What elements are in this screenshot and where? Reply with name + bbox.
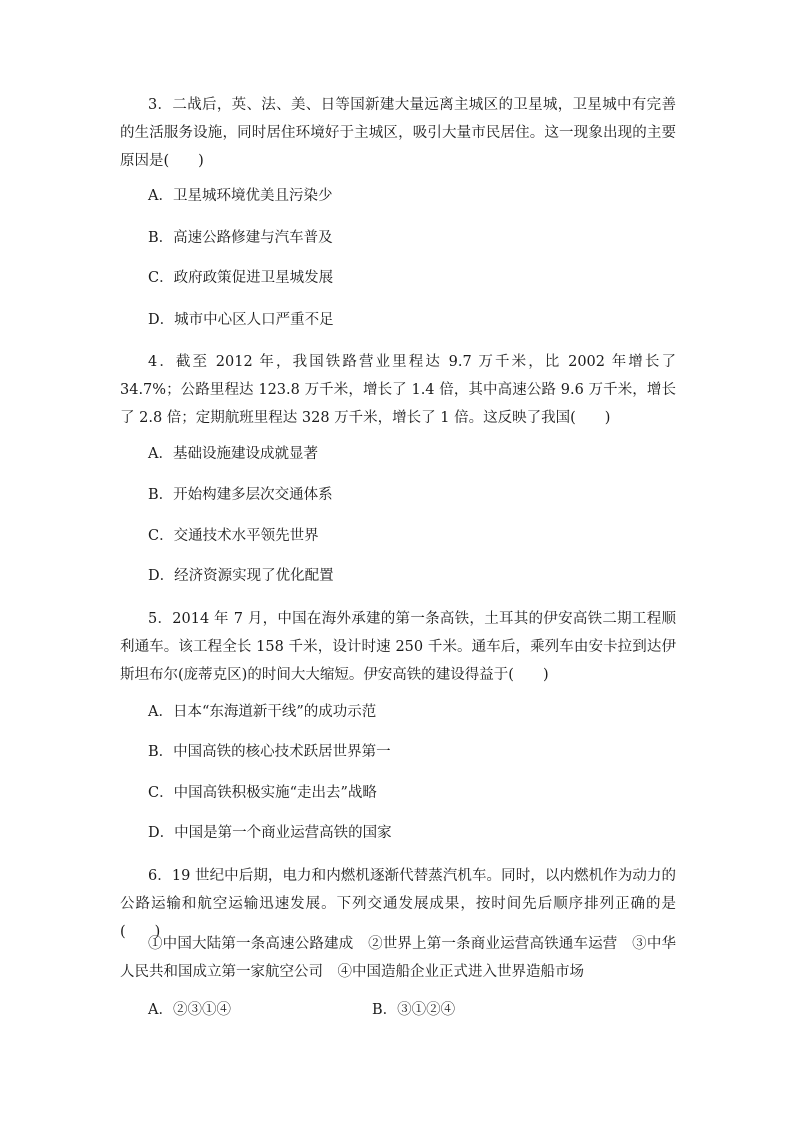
question-5-option-b: B．中国高铁的核心技术跃居世界第一 xyxy=(148,744,391,760)
question-5-text: 5．2014 年 7 月，中国在海外承建的第一条高铁，土耳其的伊安高铁二期工程顺利通车。该工程全长 158 千米，设计时速 250 千米。通车后，乘列车由安卡拉到达伊斯坦布尔(庞蒂克区)的时间大大缩短。伊安高铁的建设得益于( ) xyxy=(120,611,676,683)
question-4-option-a: A．基础设施建设成就显著 xyxy=(148,446,318,462)
question-3-option-c: C．政府政策促进卫星城发展 xyxy=(148,270,334,286)
question-5-stem xyxy=(120,605,676,689)
question-4-text: 4．截至 2012 年，我国铁路营业里程达 9.7 万千米，比 2002 年增长了 34.7%；公路里程达 123.8 万千米，增长了 1.4 倍，其中高速公路 9.6 万千米，增长了 2.8 倍；定期航班里程达 328 万千米，增长了 1 倍。这反映了我国( ) xyxy=(120,354,676,426)
question-6-option-b: B．③①②④ xyxy=(372,1002,456,1018)
question-5-option-a: A．日本“东海道新干线”的成功示范 xyxy=(148,704,377,720)
question-4-option-b: B．开始构建多层次交通体系 xyxy=(148,487,333,503)
question-6-items-text: ①中国大陆第一条高速公路建成 ②世界上第一条商业运营高铁通车运营 ③中华人民共和国成立第一家航空公司 ④中国造船企业正式进入世界造船市场 xyxy=(120,936,676,980)
question-6-items xyxy=(120,930,676,986)
question-3-text: 3．二战后，英、法、美、日等国新建大量远离主城区的卫星城，卫星城中有完善的生活服务设施，同时居住环境好于主城区，吸引大量市民居住。这一现象出现的主要原因是( ) xyxy=(120,97,676,169)
question-4-option-c: C．交通技术水平领先世界 xyxy=(148,528,319,544)
question-5-option-c: C．中国高铁积极实施“走出去”战略 xyxy=(148,785,377,801)
question-5-option-d: D．中国是第一个商业运营高铁的国家 xyxy=(148,825,392,841)
question-6-text: 6．19 世纪中后期，电力和内燃机逐渐代替蒸汽机车。同时，以内燃机作为动力的公路运输和航空运输迅速发展。下列交通发展成果，按时间先后顺序排列正确的是( ) xyxy=(120,868,676,940)
question-6-option-a: A．②③①④ xyxy=(148,1002,231,1018)
question-4-option-d: D．经济资源实现了优化配置 xyxy=(148,568,334,584)
question-3-stem xyxy=(120,91,676,175)
question-3-option-b: B．高速公路修建与汽车普及 xyxy=(148,230,333,246)
question-3-option-a: A．卫星城环境优美且污染少 xyxy=(148,188,333,204)
question-3-option-d: D．城市中心区人口严重不足 xyxy=(148,312,334,328)
question-4-stem xyxy=(120,348,676,432)
